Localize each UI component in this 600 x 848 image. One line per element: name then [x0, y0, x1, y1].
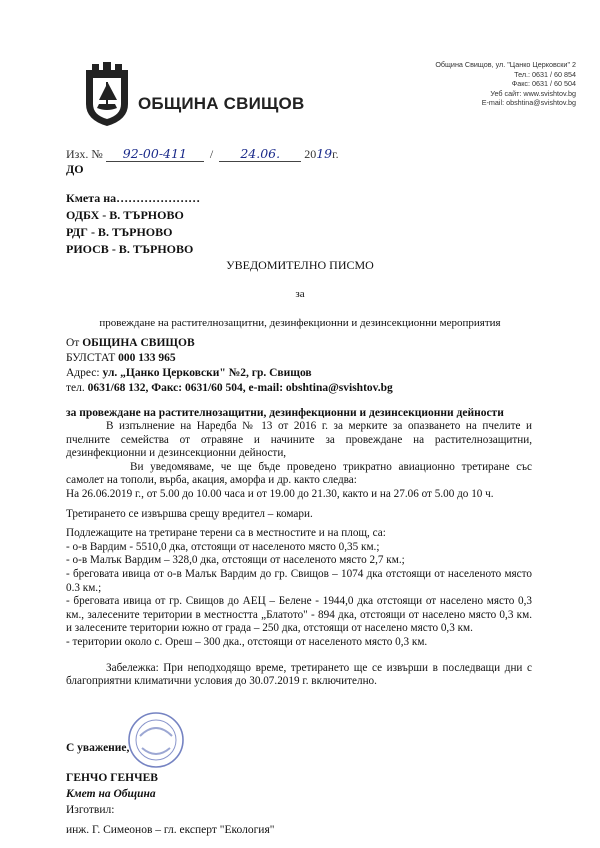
- recipients: [66, 190, 200, 258]
- paragraph: Третирането се извършва срещу вредител – комари.: [66, 507, 313, 520]
- paragraph: В изпълнение на Наредба № 13 от 2016 г. за мерките за опазването на пчелите и пчелните семейства от отравяне и начините за провеждане на растителнозащитни, дезинфекционни и дезинсекционни дейности,: [66, 420, 532, 460]
- reg-year-prefix: 20: [304, 147, 317, 161]
- reg-year-unit: г.: [332, 147, 339, 161]
- greeting: С уважение,: [66, 742, 130, 754]
- list-item: - бреговата ивица от о-в Малък Вардим до гр. Свищов – 1074 дка отстоящи от населеното място 0.3 км.;: [66, 567, 532, 594]
- reg-date: 24.06.: [219, 146, 301, 162]
- za-label: за: [295, 288, 305, 300]
- body-heading: за провеждане на растителнозащитни, дезинфекционни и дезинсекционни дейности: [66, 407, 504, 419]
- contact-line: Факс: 0631 / 60 504: [511, 79, 576, 89]
- prepared-by: инж. Г. Симеонов – гл. експерт "Екология": [66, 824, 275, 836]
- recipient: РИОСВ - В. ТЪРНОВО: [66, 242, 194, 256]
- document-subject: провеждане на растителнозащитни, дезинфекционни и дезинсекционни мероприятия: [99, 317, 501, 329]
- contact-line: E-mail: obshtina@svishtov.bg: [481, 98, 576, 108]
- phone-label: тел.: [66, 382, 85, 394]
- contact-block: [435, 60, 576, 108]
- signature-block: [66, 740, 274, 838]
- bulstat-label: БУЛСТАТ: [66, 352, 116, 364]
- signer-position: Кмет на Община: [66, 788, 156, 800]
- paragraph: На 26.06.2019 г., от 5.00 до 10.00 часа и от 19.00 до 21.30, както и на 27.06 от 5.00 до 10 ч.: [66, 487, 494, 500]
- document-title: УВЕДОМИТЕЛНО ПИСМО: [226, 258, 374, 272]
- recipient: РДГ - В. ТЪРНОВО: [66, 225, 173, 239]
- paragraph: Ви уведомяваме, че ще бъде проведено трикратно авиационно третиране със самолет на тополи, върба, акация, аморфа и др. както следва:: [66, 460, 532, 487]
- note: Забележка: При неподходящо време, третирането ще се извърши в последващи дни с благоприятни климатични условия до 30.07.2019 г. включително.: [66, 661, 532, 688]
- bulstat-value: 000 133 965: [118, 352, 176, 364]
- municipality-coat-of-arms: [82, 60, 132, 128]
- reg-prefix: Изх. №: [66, 147, 103, 161]
- registration-line: Изх. № 92-00-411 / 24.06. 2019г.: [66, 146, 339, 161]
- reg-year-suffix: 19: [316, 146, 333, 161]
- contact-line: Община Свищов, ул. "Цанко Церковски" 2: [435, 60, 576, 69]
- list-item: - о-в Малък Вардим – 328,0 дка, отстоящи от населеното място 2,7 км.;: [66, 554, 405, 567]
- contact-line: Тел.: 0631 / 60 854: [514, 69, 576, 79]
- recipient: ОДБХ - В. ТЪРНОВО: [66, 208, 184, 222]
- reg-number: 92-00-411: [106, 146, 204, 162]
- prepared-label: Изготвил:: [66, 804, 115, 816]
- to-label: ДО: [66, 162, 84, 176]
- list-item: - о-в Вардим - 5510,0 дка, отстоящи от населеното място 0,35 км.;: [66, 540, 380, 553]
- org-name: ОБЩИНА СВИЩОВ: [138, 94, 305, 113]
- from-label: От: [66, 337, 80, 349]
- address-label: Адрес:: [66, 367, 100, 379]
- sender-block: [66, 336, 393, 396]
- contact-line: Уеб сайт: www.svishtov.bg: [490, 88, 576, 98]
- paragraph: Подлежащите на третиране терени са в местностите и на площ, са:: [66, 527, 386, 540]
- recipient: Кмета на…………………: [66, 191, 201, 205]
- address-value: ул. „Цанко Церковски" №2, гр. Свищов: [102, 367, 312, 379]
- list-item: - територии около с. Ореш – 300 дка., отстоящи от населеното място 0,3 км.: [66, 635, 428, 648]
- list-item: - бреговата ивица от гр. Свищов до АЕЦ – Белене - 1944,0 дка отстоящи от населено място 0,3 км., залесените територии в местността „Блатото" - 894 дка, отстоящи от населено място 0,3 км. и залесените територии южно от града – 250 дка, отстоящи от населено място 0,3 км.: [66, 595, 532, 635]
- phone-value: 0631/68 132, Факс: 0631/60 504, e-mail: obshtina@svishtov.bg: [87, 382, 393, 394]
- letter-body: [66, 420, 532, 689]
- signer-name: ГЕНЧО ГЕНЧЕВ: [66, 772, 158, 784]
- from-value: ОБЩИНА СВИЩОВ: [82, 337, 195, 349]
